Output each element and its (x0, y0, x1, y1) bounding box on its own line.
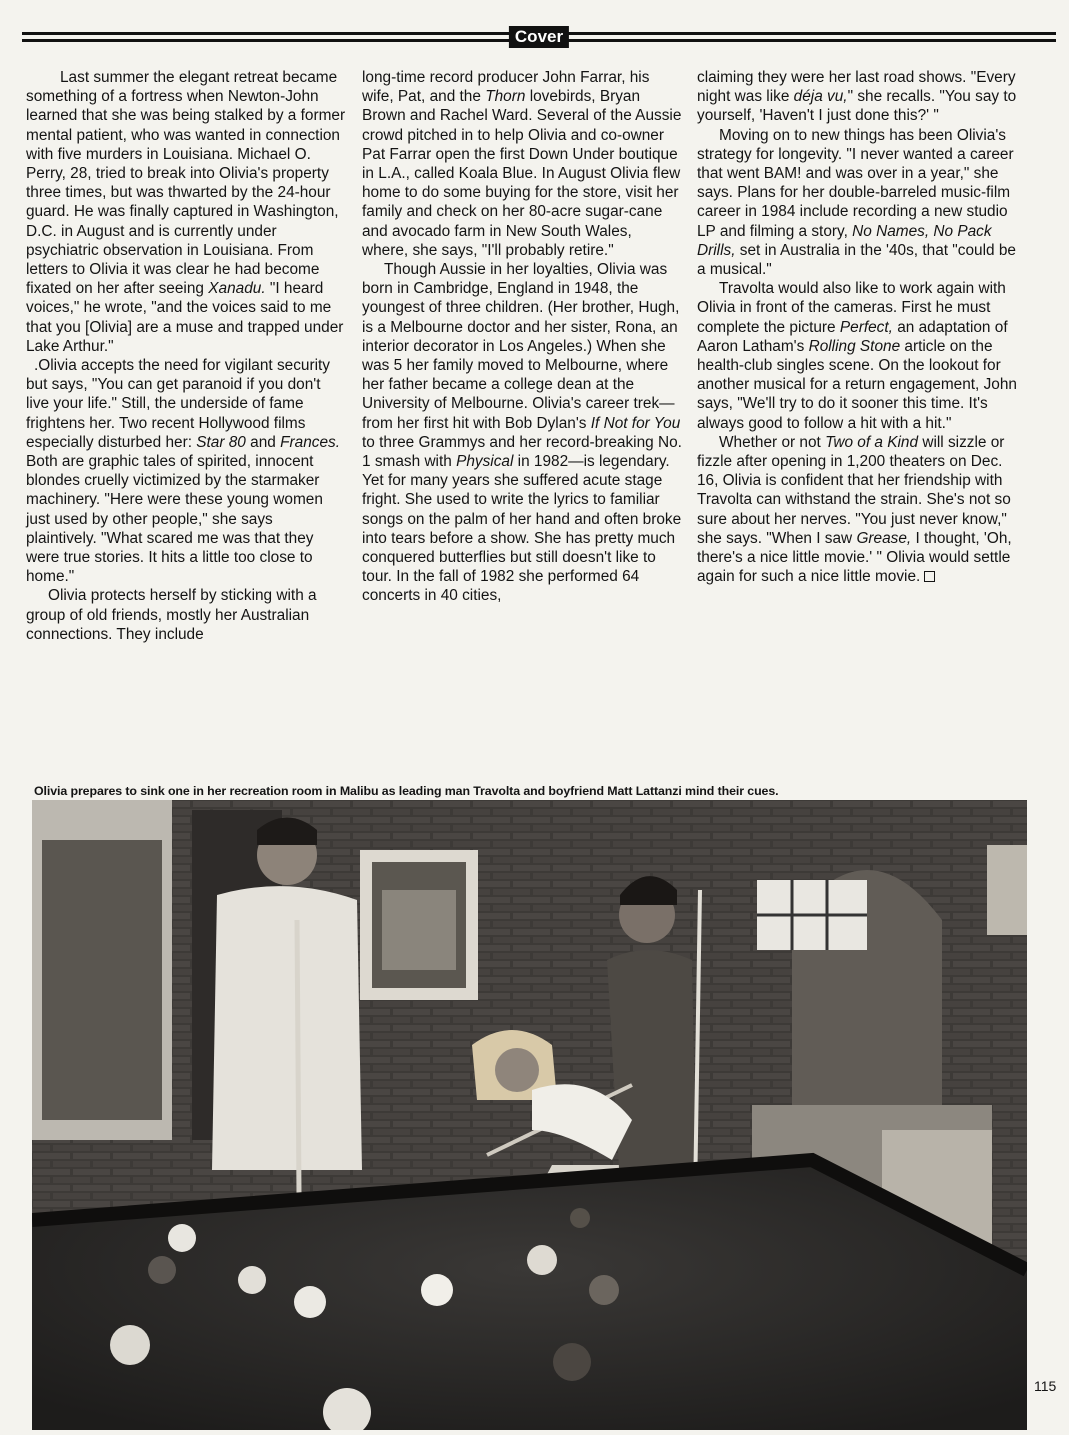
paragraph: Whether or not Two of a Kind will sizzle or fizzle after opening in 1,200 theaters on Dec. 16, Olivia is confident that her friendship with Travolta can withstand the strain. She's not so sure about her nerves. "You just never know," she says. "When I saw Grease, I thought, 'Oh, there's a nice little movie.' " Olivia would settle again for such a nice little movie. (697, 433, 1012, 586)
billiards-photo-illustration (32, 800, 1027, 1430)
section-label: Cover (509, 26, 569, 48)
page-number: 115 (1034, 1378, 1057, 1394)
paragraph: Moving on to new things has been Olivia's strategy for longevity. "I never wanted a career that went BAM! and was over in a year," she says. Plans for her double-barreled music-film career in 1984 include recording a new studio LP and filming a story, No Names, No Pack Drills, set in Australia in the '40s, that "could be a musical." (697, 126, 1016, 279)
photo-caption: Olivia prepares to sink one in her recreation room in Malibu as leading man Travolta and boyfriend Matt Lattanzi mind their cues. (34, 784, 779, 798)
section-header (22, 26, 1056, 48)
paragraph: Travolta would also like to work again with Olivia in front of the cameras. First he must complete the picture Perfect, an adaptation of Aaron Latham's Rolling Stone article on the health-club singles scene. On the lookout for another musical for a return engagement, John says, "We'll try to do it sooner this time. It's always good to follow a hit with a hit." (697, 280, 1017, 432)
text-column-1 (26, 68, 346, 644)
paragraph: .Olivia accepts the need for vigilant security but says, "You can get paranoid if you don't live your life." Still, the underside of fame frightens her. Two recent Hollywood films especially disturbed her: Star 80 and Frances. Both are graphic tales of spirited, innocent blondes cruelly victimized by the starmaker machinery. "Here were these young women just used by other people," she says plaintively. "What scared me was that they were true stories. It hits a little too close to home." (26, 357, 340, 586)
paragraph: claiming they were her last road shows. "Every night was like déja vu," she recalls. "You say to yourself, 'Haven't I just done this?' " (697, 69, 1017, 125)
paragraph: long-time record producer John Farrar, his wife, Pat, and the Thorn lovebirds, Bryan Brown and Rachel Ward. Several of the Aussie crowd pitched in to help Olivia and co-owner Pat Farrar open the first Down Under boutique in L.A., called Koala Blue. In August Olivia flew home to do some buying for the store, visit her family and check on her 80-acre sugar-cane and avocado farm in New South Wales, where, she says, "I'll probably retire." (362, 69, 682, 259)
paragraph: Though Aussie in her loyalties, Olivia was born in Cambridge, England in 1948, the youngest of three children. (Her brother, Hugh, is a Melbourne doctor and her sister, Rona, an interior decorator in Los Angeles.) When she was 5 her family moved to Melbourne, where her father became a college dean at the University of Melbourne. Olivia's career trek—from her first hit with Bob Dylan's If Not for You to three Grammys and her record-breaking No. 1 smash with Physical in 1982—is legendary. Yet for many years she suffered acute stage fright. She used to write the lyrics to familiar songs on the palm of her hand and often broke into tears before a show. She has pretty much conquered butterflies but still doesn't like to tour. In the fall of 1982 she performed 64 concerts in 40 cities, (362, 261, 682, 605)
text-column-2 (362, 68, 682, 606)
paragraph: Last summer the elegant retreat became something of a fortress when Newton-John learned that she was being stalked by a former mental patient, who was wanted in connection with five murders in Louisiana. Michael O. Perry, 28, tried to break into Olivia's property three times, but was thwarted by the 24-hour guard. He was finally captured in Washington, D.C. in August and is currently under psychiatric observation in Louisiana. From letters to Olivia it was clear he had become fixated on her after seeing Xanadu. "I heard voices," he wrote, "and the voices said to me that you [Olivia] are a muse and trapped under Lake Arthur." (26, 69, 346, 355)
text-column-3 (697, 68, 1025, 586)
end-mark-icon (924, 571, 935, 582)
paragraph: Olivia protects herself by sticking with a group of old friends, mostly her Australian connections. They include (26, 587, 317, 643)
photo-recreation-room (32, 800, 1027, 1430)
